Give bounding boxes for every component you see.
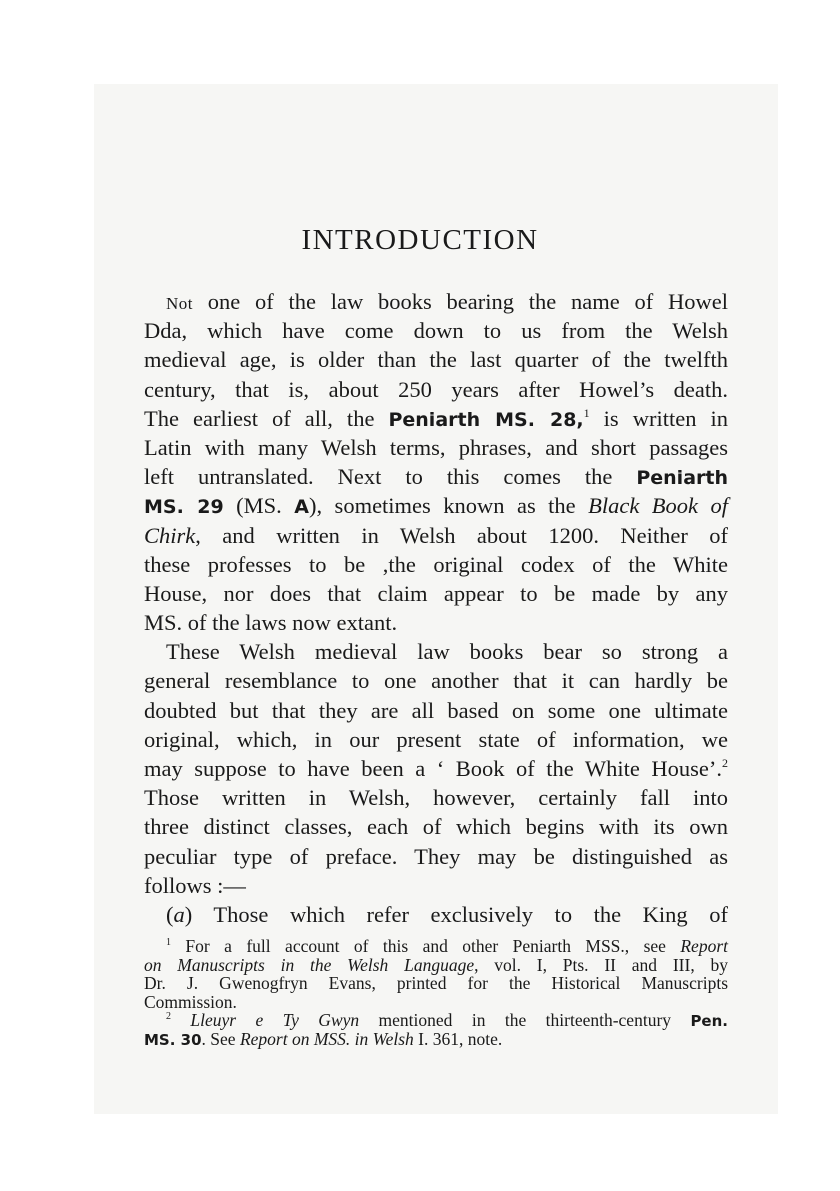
manuscript-reference: Peniarth [636,467,728,490]
text-line: general resemblance to one another that it can hardly be [144,668,728,694]
text-line: these professes to be ,the original codex of the White [144,551,728,577]
text-fragment: . See [201,1028,240,1049]
text-line: follows :— [144,872,246,898]
italic-title: Report [680,936,728,956]
text-line: doubted but that they are all based on some one ultimate [144,697,728,723]
text-fragment: ), sometimes known as the [308,493,589,519]
text-fragment: mentioned in the thirteenth-century [359,1010,691,1031]
text-line: These Welsh medieval law books bear so strong a [166,639,728,665]
text-fragment: The earliest of all, the [144,405,389,431]
footnote-line: Dr. J. Gwenogfryn Evans, printed for the Historical Manuscripts [144,973,728,994]
footnote-marker: 1 [166,937,171,948]
text-line: Those written in Welsh, however, certainly fall into [144,785,728,811]
text-line: three distinct classes, each of which begins with its own [144,814,728,840]
footnote-line [144,956,728,975]
text-fragment: one of the law books bearing the name of Howel [193,289,728,314]
text-line: peculiar type of preface. They may be distinguished as [144,843,728,869]
manuscript-reference: Pen. [690,1012,728,1031]
manuscript-reference: MS. 29 [144,496,224,519]
text-line [144,754,728,783]
italic-title: Chirk [144,522,196,548]
text-line: Dda, which have come down to us from the Welsh [144,318,728,344]
chapter-title: INTRODUCTION [301,224,539,256]
text-fragment: ) Those which refer exclusively to the King of [184,901,728,927]
footnote-marker: 1 [583,405,590,420]
text-line: medieval age, is older than the last quarter of the twelfth [144,347,728,373]
text-line: century, that is, about 250 years after Howel’s death. [144,376,728,402]
text-line: House, nor does that claim appear to be made by any [144,580,728,606]
text-fragment: ( [166,901,174,927]
footnote-marker: 2 [166,1011,171,1023]
footnote-marker: 2 [722,756,728,770]
footnote-line [144,1030,728,1049]
footnote-line: Commission. [144,991,237,1012]
manuscript-reference: MS. 30 [144,1030,202,1049]
manuscript-reference: Peniarth MS. 28, [388,408,584,431]
footnote-line [144,1011,728,1030]
text-fragment: is written in [589,405,728,431]
text-line [144,404,728,433]
text-line: original, which, in our present state of information, we [144,726,728,752]
text-line [144,900,728,929]
text-line: MS. of the laws now extant. [144,610,398,636]
italic-title: Black Book of [588,493,728,519]
text-line [144,521,728,550]
italic-title: Lleuyr e Ty Gwyn [171,1010,360,1031]
footnote-line [144,937,728,956]
text-line [144,287,728,316]
italic-title: on Manuscripts in the Welsh Language [144,954,475,975]
text-fragment: For a full account of this and other Peniarth MSS., see [171,936,681,956]
italic-letter: a [173,901,185,927]
text-fragment: may suppose to have been a ‘ Book of the White House’. [144,756,722,781]
manuscript-reference: A [294,496,309,519]
text-fragment: left untranslated. Next to this comes the [144,464,637,490]
text-fragment: , vol. I, Pts. II and III, by [474,954,728,975]
text-line: Latin with many Welsh terms, phrases, and short passages [144,434,728,460]
text-fragment: , and written in Welsh about 1200. Neither of [195,522,728,548]
text-line [144,491,728,520]
footnotes [144,937,728,1049]
text-fragment: I. 361, note. [413,1028,503,1049]
text-fragment: (MS. [223,493,295,519]
main-text [144,287,728,929]
small-caps-opening: Not [166,294,193,313]
italic-title: Report on MSS. in Welsh [239,1028,414,1049]
text-line [144,462,728,491]
